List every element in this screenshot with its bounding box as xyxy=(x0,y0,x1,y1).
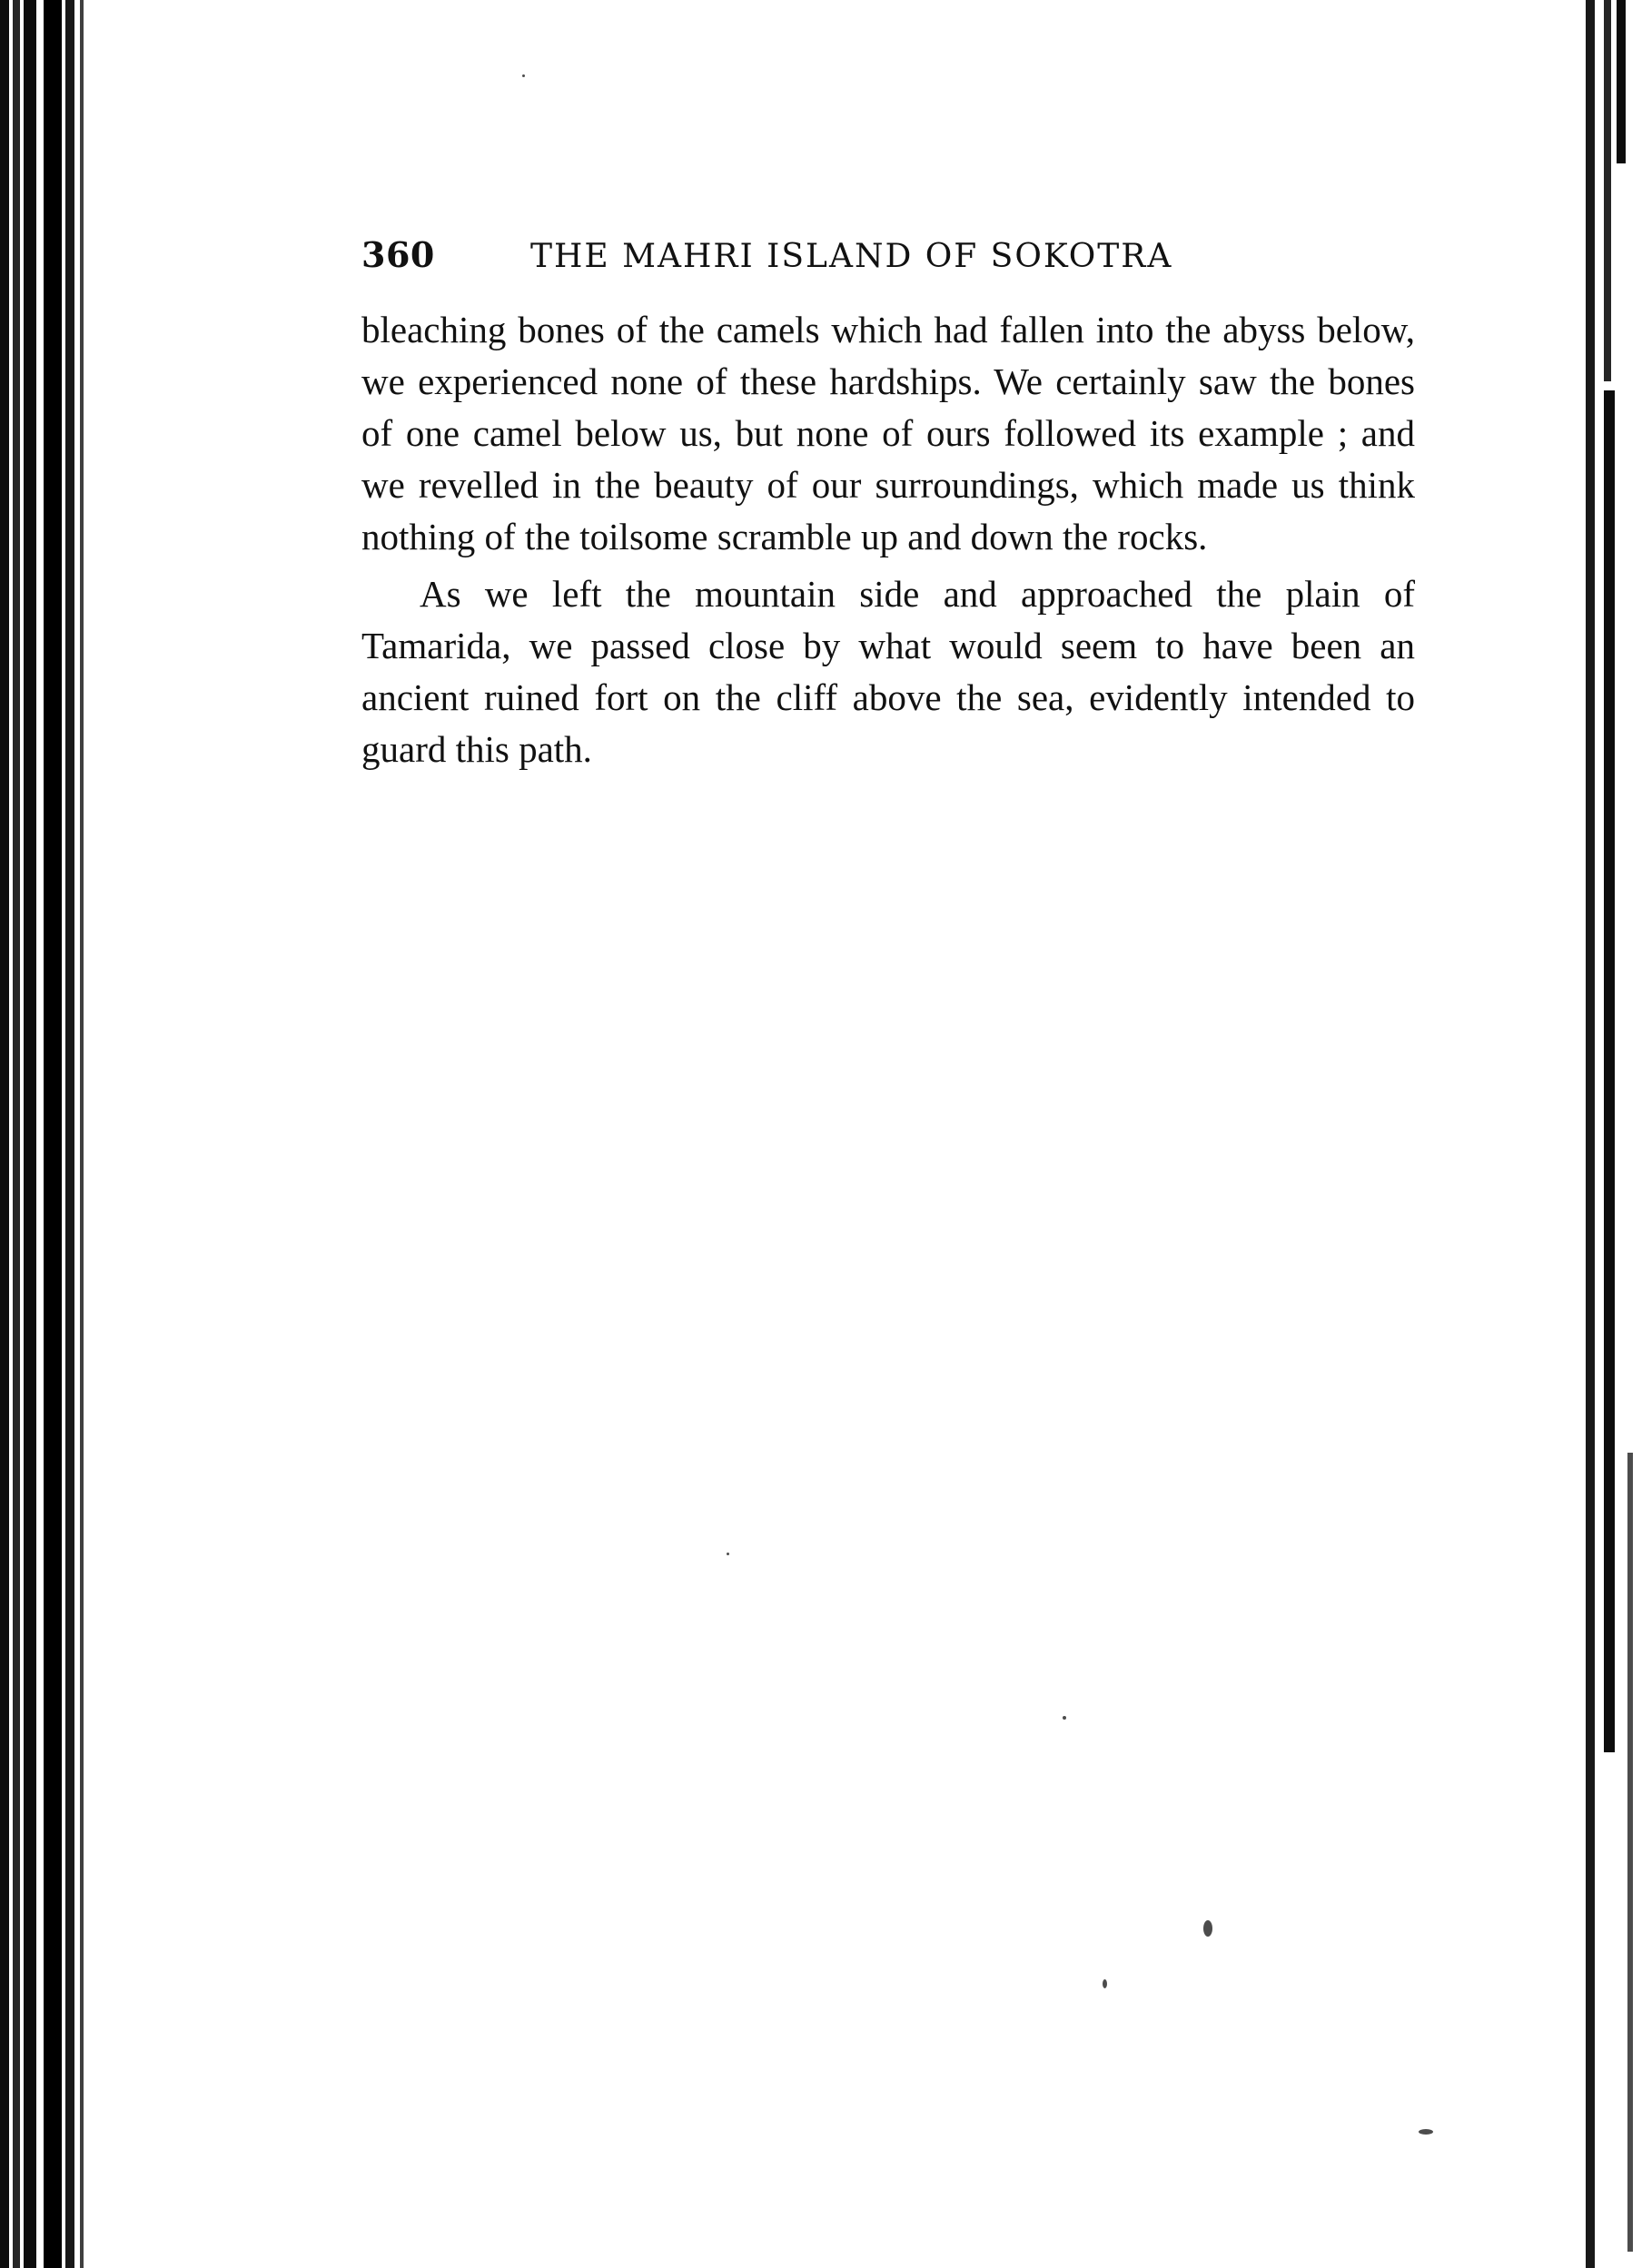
scan-speck xyxy=(727,1553,729,1555)
scan-speck xyxy=(1203,1920,1212,1937)
scan-edge-line xyxy=(1617,0,1626,163)
scan-edge-line xyxy=(44,0,62,2268)
body-text xyxy=(361,304,1415,775)
scan-edge-line xyxy=(80,0,84,2268)
scan-speck xyxy=(1103,1979,1107,1988)
scan-edge-line xyxy=(1604,390,1615,1752)
paragraph: bleaching bones of the camels which had fallen into the abyss below, we experienced none of these hardships. We certainly saw the bones of one camel below us, but none of ours followed its example ; and we revelled in the beauty of our surroundings, which made us think nothing of the toilsome scramble up and down the rocks. xyxy=(361,309,1415,557)
book-page xyxy=(361,234,1415,775)
scan-speck xyxy=(1419,2129,1433,2135)
scan-edge-line xyxy=(13,0,20,2268)
right-page-edge xyxy=(1560,0,1642,2268)
scan-edge-line xyxy=(65,0,74,2268)
page-number: 360 xyxy=(361,234,435,275)
scan-edge-line xyxy=(1586,0,1595,2268)
scan-speck xyxy=(522,74,525,77)
scan-edge-line xyxy=(1604,0,1611,381)
scan-speck xyxy=(1063,1716,1066,1720)
running-head: THE MAHRI ISLAND OF SOKOTRA xyxy=(530,238,1173,275)
left-binding-edge xyxy=(0,0,91,2268)
scan-edge-line xyxy=(0,0,9,2268)
paragraph: As we left the mountain side and approached the plain of Tamarida, we passed close by what would seem to have been an ancient ruined fort on the cliff above the sea, evidently intended to guard this path. xyxy=(361,573,1415,770)
scan-edge-line xyxy=(24,0,36,2268)
page-header xyxy=(361,234,1415,275)
scan-edge-line xyxy=(1627,1453,1633,2252)
